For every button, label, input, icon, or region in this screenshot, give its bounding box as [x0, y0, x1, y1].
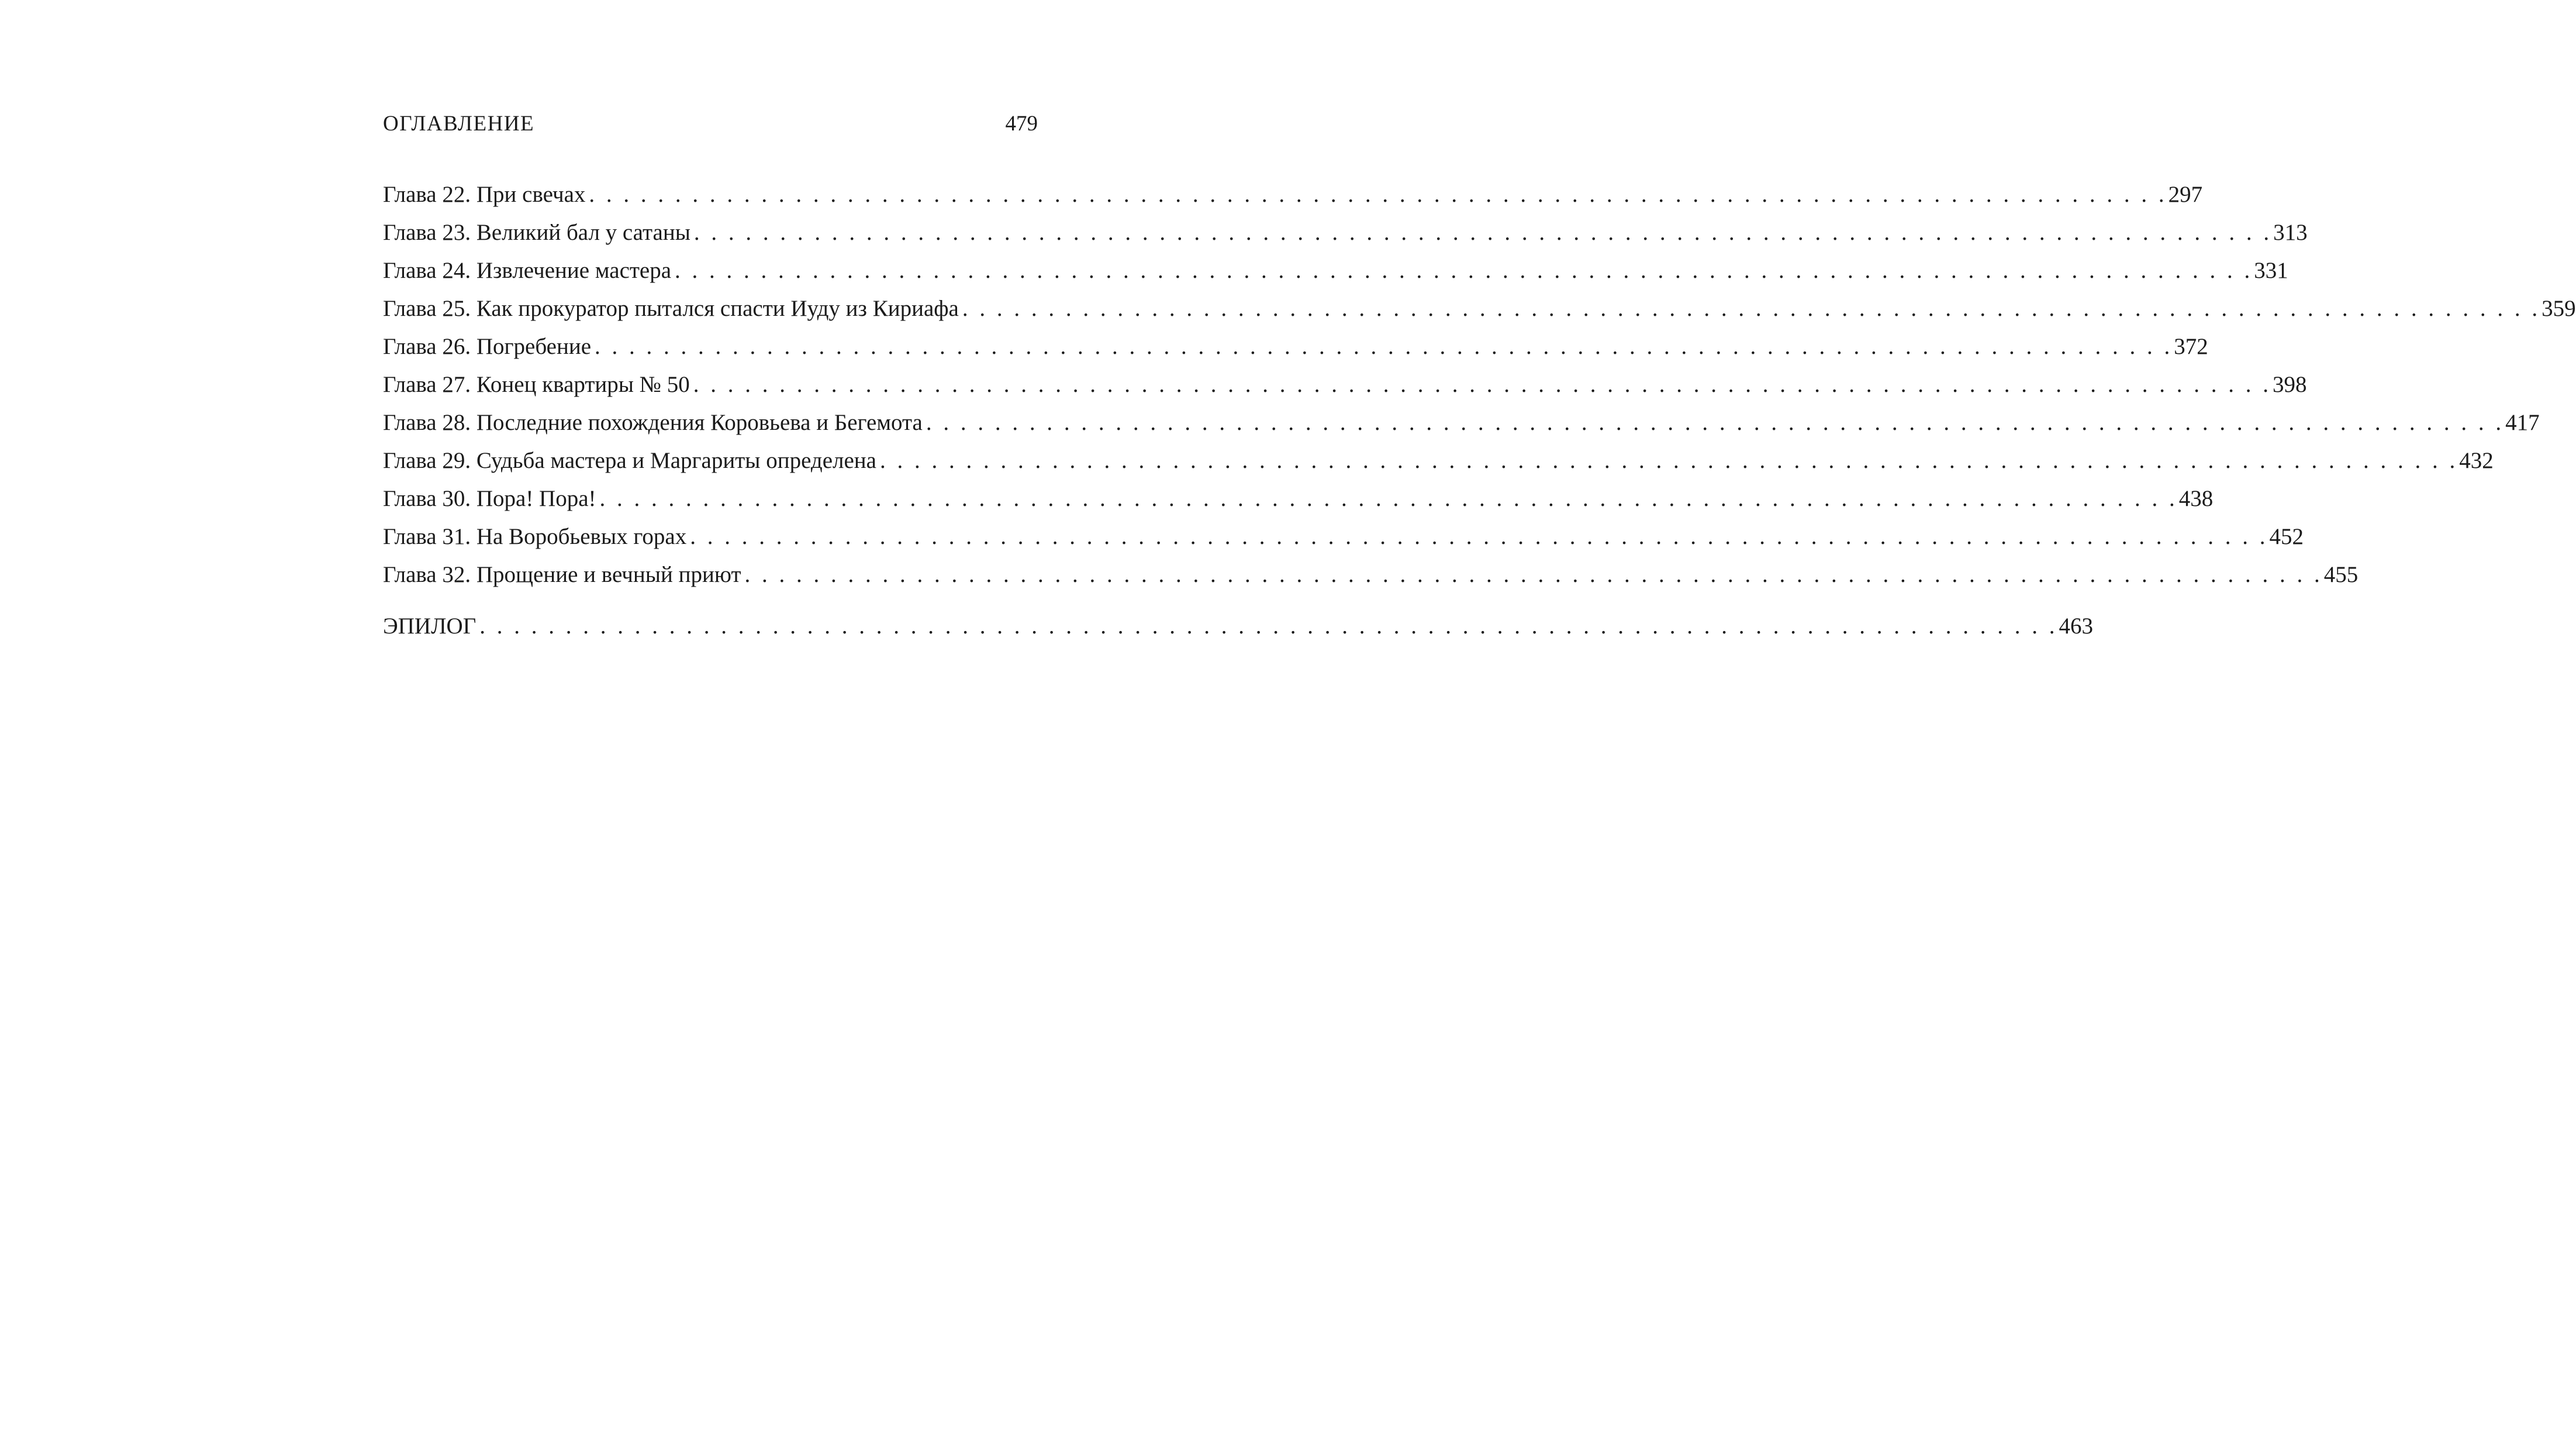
- dot-leader: . . . . . . . . . . . . . . . . . . . . . . . . . . . . . . . . . . . . . . . . . . . . . . . . . . . . . . . . . . . . . . . . . . . . . . . . . . . . . . . . . . . . . . . . . . . .: [589, 182, 2167, 207]
- dot-leader: . . . . . . . . . . . . . . . . . . . . . . . . . . . . . . . . . . . . . . . . . . . . . . . . . . . . . . . . . . . . . . . . . . . . . . . . . . . . . . . . . . . . . . . . . . . .: [962, 296, 2541, 321]
- toc-entry-chapter-26[interactable]: [383, 328, 2208, 366]
- toc-entry-chapter-29[interactable]: [383, 442, 2494, 480]
- toc-entry-title: Глава 29. Судьба мастера и Маргариты определена: [383, 448, 876, 473]
- toc-entry-title: Глава 26. Погребение: [383, 334, 592, 359]
- toc-entry-title: Глава 30. Пора! Пора!: [383, 486, 596, 511]
- toc-entry-page: 432: [2459, 448, 2494, 473]
- toc-entry-title: Глава 24. Извлечение мастера: [383, 258, 672, 283]
- toc-entry-page: 372: [2174, 334, 2208, 359]
- toc-entry-epilogue[interactable]: [383, 607, 2093, 645]
- toc-entry-chapter-25[interactable]: [383, 289, 2576, 328]
- toc-entry-chapter-24[interactable]: [383, 251, 2288, 289]
- toc-entry-chapter-31[interactable]: [383, 518, 2304, 556]
- toc-entry-chapter-32[interactable]: [383, 556, 2359, 594]
- running-head: [383, 111, 1038, 136]
- toc-entry-chapter-23[interactable]: [383, 213, 2308, 251]
- dot-leader: . . . . . . . . . . . . . . . . . . . . . . . . . . . . . . . . . . . . . . . . . . . . . . . . . . . . . . . . . . . . . . . . . . . . . . . . . . . . . . . . . . . . . . . . . . . .: [744, 562, 2323, 587]
- toc-entry-page: 313: [2273, 220, 2308, 245]
- toc-entry-chapter-22[interactable]: [383, 175, 2203, 213]
- table-of-contents: [383, 175, 2576, 645]
- toc-entry-page: 398: [2272, 372, 2307, 397]
- page-number: 479: [1005, 112, 1038, 136]
- dot-leader: . . . . . . . . . . . . . . . . . . . . . . . . . . . . . . . . . . . . . . . . . . . . . . . . . . . . . . . . . . . . . . . . . . . . . . . . . . . . . . . . . . . . . . . . . . . .: [599, 486, 2178, 511]
- section-title: ОГЛАВЛЕНИЕ: [383, 112, 535, 136]
- dot-leader: . . . . . . . . . . . . . . . . . . . . . . . . . . . . . . . . . . . . . . . . . . . . . . . . . . . . . . . . . . . . . . . . . . . . . . . . . . . . . . . . . . . . . . . . . . . .: [595, 334, 2173, 359]
- toc-entry-page: 331: [2254, 258, 2288, 283]
- dot-leader: . . . . . . . . . . . . . . . . . . . . . . . . . . . . . . . . . . . . . . . . . . . . . . . . . . . . . . . . . . . . . . . . . . . . . . . . . . . . . . . . . . . . . . . . . . . .: [675, 258, 2253, 283]
- toc-entry-page: 455: [2323, 562, 2359, 587]
- toc-entry-page: 452: [2269, 524, 2304, 549]
- dot-leader: . . . . . . . . . . . . . . . . . . . . . . . . . . . . . . . . . . . . . . . . . . . . . . . . . . . . . . . . . . . . . . . . . . . . . . . . . . . . . . . . . . . . . . . . . . . .: [479, 614, 2058, 639]
- toc-entry-title: Глава 32. Прощение и вечный приют: [383, 562, 741, 587]
- dot-leader: . . . . . . . . . . . . . . . . . . . . . . . . . . . . . . . . . . . . . . . . . . . . . . . . . . . . . . . . . . . . . . . . . . . . . . . . . . . . . . . . . . . . . . . . . . . .: [693, 372, 2271, 397]
- toc-entry-title: ЭПИЛОГ: [383, 614, 476, 639]
- toc-entry-chapter-27[interactable]: [383, 366, 2307, 404]
- toc-entry-page: 438: [2178, 486, 2214, 511]
- toc-entry-title: Глава 25. Как прокуратор пытался спасти Иуду из Кириафа: [383, 296, 959, 321]
- toc-entry-title: Глава 23. Великий бал у сатаны: [383, 220, 690, 245]
- toc-entry-page: 417: [2505, 410, 2540, 435]
- toc-entry-chapter-28[interactable]: [383, 404, 2540, 442]
- dot-leader: . . . . . . . . . . . . . . . . . . . . . . . . . . . . . . . . . . . . . . . . . . . . . . . . . . . . . . . . . . . . . . . . . . . . . . . . . . . . . . . . . . . . . . . . . . . .: [926, 410, 2505, 435]
- dot-leader: . . . . . . . . . . . . . . . . . . . . . . . . . . . . . . . . . . . . . . . . . . . . . . . . . . . . . . . . . . . . . . . . . . . . . . . . . . . . . . . . . . . . . . . . . . . .: [879, 448, 2458, 473]
- toc-entry-page: 359: [2542, 296, 2576, 321]
- dot-leader: . . . . . . . . . . . . . . . . . . . . . . . . . . . . . . . . . . . . . . . . . . . . . . . . . . . . . . . . . . . . . . . . . . . . . . . . . . . . . . . . . . . . . . . . . . . .: [690, 524, 2268, 549]
- toc-entry-title: Глава 31. На Воробьевых горах: [383, 524, 687, 549]
- dot-leader: . . . . . . . . . . . . . . . . . . . . . . . . . . . . . . . . . . . . . . . . . . . . . . . . . . . . . . . . . . . . . . . . . . . . . . . . . . . . . . . . . . . . . . . . . . . .: [693, 220, 2273, 245]
- toc-entry-title: Глава 28. Последние похождения Коровьева и Бегемота: [383, 410, 923, 435]
- toc-entry-page: 297: [2168, 182, 2203, 207]
- toc-entry-page: 463: [2059, 614, 2093, 639]
- toc-entry-chapter-30[interactable]: [383, 480, 2214, 518]
- toc-entry-title: Глава 27. Конец квартиры № 50: [383, 372, 690, 397]
- toc-entry-title: Глава 22. При свечах: [383, 182, 586, 207]
